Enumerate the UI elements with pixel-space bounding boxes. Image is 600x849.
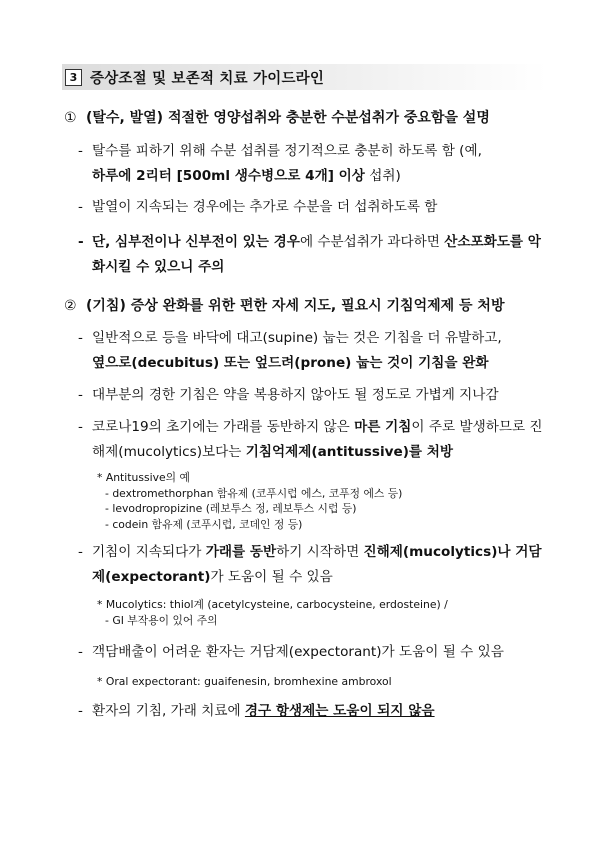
bullet-sputum: - 기침이 지속되다가 가래를 동반하기 시작하면 진해제(mucolytics)나 거담제(expectorant)가 도움이 될 수 있음: [78, 544, 542, 585]
bullet-bold-text: 마른 기침: [354, 419, 412, 435]
note-line: - codein 함유제 (코푸시럽, 코데인 정 등): [105, 517, 303, 531]
section-number-box: 3: [65, 69, 82, 86]
bullet-text: 섭취): [364, 168, 401, 184]
bullet-bold-text: 기침억제제(antitussive)를 처방: [245, 444, 454, 460]
bullet-bold-text: 단, 심부전이나 신부전이 있는 경우: [92, 234, 300, 250]
subsection-1-heading: [64, 107, 490, 127]
bullet-dry-cough: - 코로나19의 초기에는 가래를 동반하지 않은 마른 기침이 주로 발생하므로 진해제(mucolytics)보다는 기침억제제(antitussive)를 처방: [78, 419, 543, 460]
note-line: - levodropropizine (레보투스 정, 레보투스 시럽 등): [105, 502, 357, 515]
bullet-bold-text: 하루에 2리터 [500ml 생수병으로 4개] 이상: [92, 168, 365, 184]
section-header: [62, 64, 547, 90]
bullet-text: 기침이 지속되다가: [92, 544, 206, 560]
bullet-fever: - 발열이 지속되는 경우에는 추가로 수분을 더 섭취하도록 함: [78, 195, 548, 220]
subsection-2-heading: [64, 295, 504, 315]
oral-expectorant-note: [97, 674, 392, 690]
bullet-text: 발열이 지속되는 경우에는 추가로 수분을 더 섭취하도록 함: [92, 199, 438, 215]
bullet-heart-kidney-caution: - 단, 심부전이나 신부전이 있는 경우에 수분섭취가 과다하면 산소포화도를 악화시킬 수 있으니 주의: [78, 234, 541, 275]
bullet-text: 환자의 기침, 가래 치료에: [92, 703, 245, 719]
bullet-bold-text: 진해제(mucolytics)나 거담제(expectorant): [92, 544, 542, 585]
bullet-expectorant: - 객담배출이 어려운 환자는 거담제(expectorant)가 도움이 될 수 있음: [78, 640, 548, 665]
bullet-antibiotics: - 환자의 기침, 가래 치료에 경구 항생제는 도움이 되지 않음: [78, 703, 435, 719]
circled-number-2: ②: [64, 298, 77, 314]
subsection-2-title: (기침) 증상 완화를 위한 편한 자세 지도, 필요시 기침억제제 등 처방: [86, 298, 505, 314]
bullet-hydration: - 탈수를 피하기 위해 수분 섭취를 정기적으로 충분히 하도록 함 (예, 하루에 2리터 [500ml 생수병으로 4개] 이상 섭취): [78, 143, 482, 184]
mucolytics-note: [97, 597, 448, 628]
antitussive-note: [97, 470, 402, 532]
bullet-bold-text: 옆으로(decubitus) 또는 엎드려(prone) 눕는 것이 기침을 완화: [92, 355, 489, 371]
bullet-text: 일반적으로 등을 바닥에 대고(supine) 눕는 것은 기침을 더 유발하고,: [92, 330, 502, 346]
section-title: 증상조절 및 보존적 치료 가이드라인: [90, 70, 325, 87]
subsection-1-title: (탈수, 발열) 적절한 영양섭취와 충분한 수분섭취가 중요함을 설명: [86, 110, 490, 126]
note-line: - dextromethorphan 함유제 (코푸시럽 에스, 코푸정 에스 등): [105, 486, 403, 500]
note-line: * Oral expectorant: guaifenesin, bromhexine ambroxol: [97, 675, 392, 688]
bullet-text: 가 도움이 될 수 있음: [210, 569, 333, 585]
bullet-text: 탈수를 피하기 위해 수분 섭취를 정기적으로 충분히 하도록 함 (예,: [92, 143, 482, 159]
bullet-text: 이 주로 발생하므로 진해제(mucolytics)보다는: [92, 419, 543, 460]
bullet-mild-cough: - 대부분의 경한 기침은 약을 복용하지 않아도 될 정도로 가볍게 지나감: [78, 383, 548, 408]
bullet-text: 대부분의 경한 기침은 약을 복용하지 않아도 될 정도로 가볍게 지나감: [92, 387, 499, 403]
note-line: - GI 부작용이 있어 주의: [105, 613, 218, 627]
bullet-bold-text: 가래를 동반: [205, 544, 277, 560]
note-line: * Mucolytics: thiol계 (acetylcysteine, carbocysteine, erdosteine) /: [97, 598, 448, 611]
bullet-bold-underlined-text: 경구 항생제는 도움이 되지 않음: [244, 703, 435, 719]
bullet-bold-text: 산소포화도를 악화시킬 수 있으니 주의: [92, 234, 541, 275]
bullet-position: - 일반적으로 등을 바닥에 대고(supine) 눕는 것은 기침을 더 유발하고, 옆으로(decubitus) 또는 엎드려(prone) 눕는 것이 기침을 완화: [78, 330, 502, 371]
bullet-text: 하기 시작하면: [276, 544, 364, 560]
circled-number-1: ①: [64, 110, 77, 126]
note-heading: * Antitussive의 예: [97, 471, 190, 484]
bullet-text: 에 수분섭취가 과다하면: [299, 234, 445, 250]
bullet-text: 객담배출이 어려운 환자는 거담제(expectorant)가 도움이 될 수 있음: [92, 644, 504, 660]
bullet-text: 코로나19의 초기에는 가래를 동반하지 않은: [92, 419, 355, 435]
